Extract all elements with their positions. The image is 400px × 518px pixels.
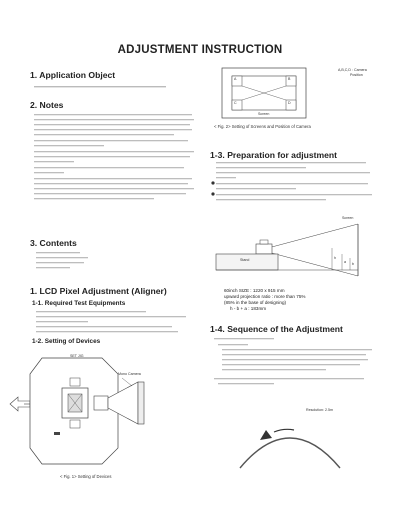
spec-projection-ratio: upward projection ratio : more than 75% (224, 294, 306, 299)
camera-pos-a: A (234, 77, 237, 81)
section-notes-heading: 2. Notes (30, 100, 64, 110)
label-b: b (352, 262, 354, 266)
devices-diagram (30, 352, 198, 467)
figure-1-caption: < Fig. 1> Setting of Devices (60, 474, 112, 479)
label-screen-fig2: Screen (258, 112, 270, 116)
label-screen-diag: Screen (342, 216, 354, 220)
label-resolution: Resolution: 2.5m (306, 408, 333, 412)
rotation-arc (210, 414, 376, 474)
figure-2-caption: < Fig. 2> Setting of Screens and Position of Camera (214, 124, 311, 129)
camera-pos-b: B (288, 77, 291, 81)
label-h: h (334, 256, 336, 260)
section-preparation-heading: 1-3. Preparation for adjustment (210, 150, 338, 160)
section-lcd-pixel-heading: 1. LCD Pixel Adjustment (Aligner) (30, 286, 167, 296)
label-set-jig: SET JIG (70, 354, 84, 358)
spec-screen-size: 60inch SIZE : 1220 x 915 mm (224, 288, 285, 293)
section-contents-heading: 3. Contents (30, 238, 77, 248)
label-mono-camera: Mono Camera (118, 372, 141, 376)
projection-diagram (210, 218, 376, 286)
box-note-line2: Position (350, 73, 363, 77)
spec-formula: h - b + a : 183mm (230, 306, 267, 311)
camera-pos-d: D (288, 101, 291, 105)
camera-pos-c: C (234, 101, 237, 105)
label-a: a (344, 260, 346, 264)
spec-design-base: (85% in the base of designing) (224, 300, 287, 305)
box-note-line1: A,B,C,D : Camera (338, 68, 367, 72)
label-stand: Stand (240, 258, 250, 262)
subsection-test-equipment-heading: 1-1. Required Test Equipments (32, 300, 126, 307)
section-sequence-heading: 1-4. Sequence of the Adjustment (210, 324, 343, 334)
subsection-setting-devices-heading: 1-2. Setting of Devices (32, 338, 101, 345)
page-title: ADJUSTMENT INSTRUCTION (117, 44, 283, 56)
section-application-object-heading: 1. Application Object (30, 70, 116, 80)
